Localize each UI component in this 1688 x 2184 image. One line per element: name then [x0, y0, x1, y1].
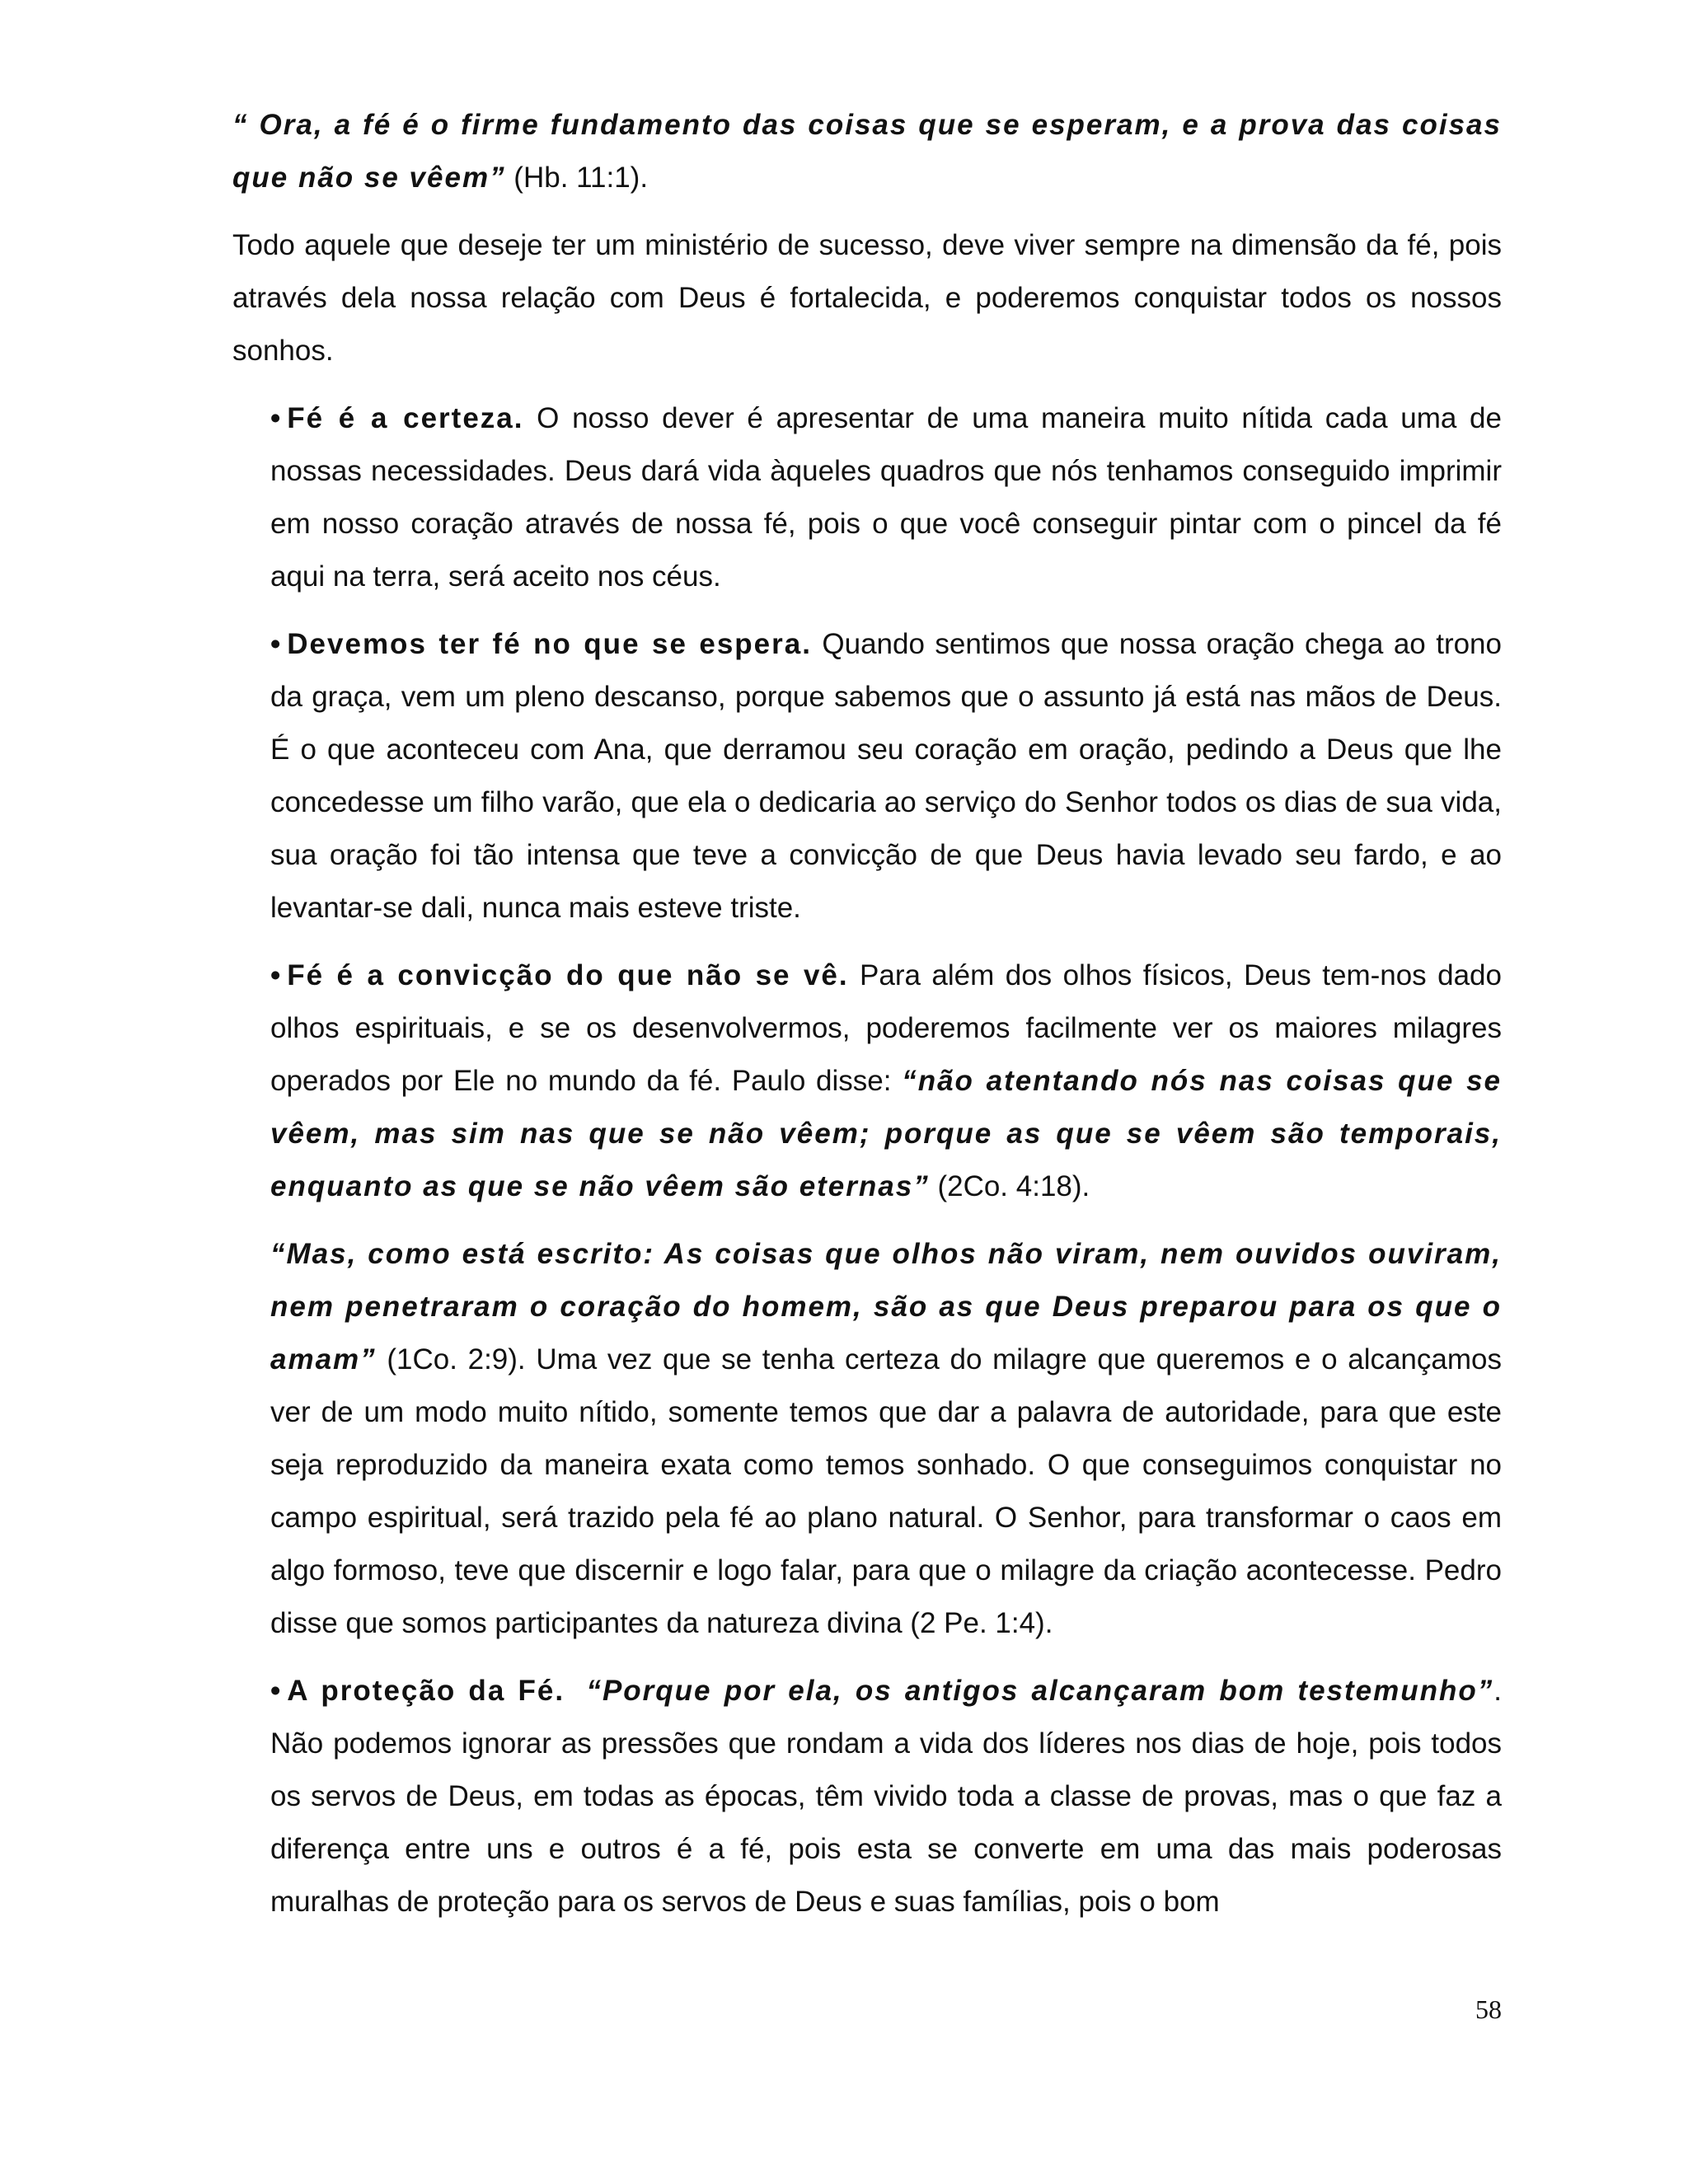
opening-quote-reference: (Hb. 11:1).: [505, 162, 649, 194]
bullet-body: Para além dos olhos físicos, Deus tem-nos dado olhos espirituais, e se os desenvolvermos, poderemos facilmente ver os maiores milagres operados por Ele no mundo da fé. Paulo disse:: [270, 959, 1502, 1097]
opening-quote: “ Ora, a fé é o firme fundamento das coisas que se esperam, e a prova das coisas que não se vêem”: [232, 109, 1502, 194]
bullet-icon: •: [270, 628, 281, 660]
bullet-title-period: .: [838, 959, 849, 991]
continuation-paragraph: [270, 1228, 1502, 1650]
bullet-title: Fé é a certeza: [287, 402, 514, 434]
bullet-title: A proteção da Fé: [287, 1675, 556, 1707]
bullet-item-certeza: [270, 392, 1502, 603]
bullet-body: Quando sentimos que nossa oração chega ao trono da graça, vem um pleno descanso, porque sabemos que o assunto já está nas mãos de Deus. É o que aconteceu com Ana, que derramou seu coração em oração, pedindo a Deus que lhe concedesse um filho varão, que ela o dedicaria ao serviço do Senhor todos os dias de sua vida, sua oração foi tão intensa que teve a convicção de que Deus havia levado seu fardo, e ao levantar-se dali, nunca mais esteve triste.: [270, 628, 1502, 924]
page-number: 58: [1475, 1994, 1502, 2024]
bullet-icon: •: [270, 402, 281, 434]
bullet-item-protecao: [270, 1665, 1502, 1929]
bullet-title: Devemos ter fé no que se espera: [287, 628, 803, 660]
intro-paragraph: Todo aquele que deseje ter um ministério de sucesso, deve viver sempre na dimensão da fé, pois através dela nossa relação com Deus é fortalecida, e poderemos conquistar todos os nossos sonhos.: [232, 229, 1502, 367]
bullet-item-conviccao: [270, 949, 1502, 1213]
bullet-icon: •: [270, 1675, 281, 1707]
scripture-reference: (1Co. 2:9).: [376, 1343, 526, 1376]
bullet-item-espera: [270, 618, 1502, 935]
opening-quote-paragraph: [232, 99, 1502, 204]
bullet-title-period: .: [802, 628, 812, 660]
continuation-body: Uma vez que se tenha certeza do milagre que queremos e o alcançamos ver de um modo muito nítido, somente temos que dar a palavra de autoridade, para que este seja reproduzido da maneira exata como temos sonhado. O que conseguimos conquistar no campo espiritual, será trazido pela fé ao plano natural. O Senhor, para transformar o caos em algo formoso, teve que discernir e logo falar, para que o milagre da criação acontecesse. Pedro disse que somos participantes da natureza divina (2 Pe. 1:4).: [270, 1343, 1502, 1639]
bullet-body: O nosso dever é apresentar de uma maneira muito nítida cada uma de nossas necessidades. Deus dará vida àqueles quadros que nós tenhamos conseguido imprimir em nosso coração através de nossa fé, pois o que você conseguir pintar com o pincel da fé aqui na terra, será aceito nos céus.: [270, 402, 1502, 593]
document-page: [232, 99, 1502, 1943]
scripture-quote: “Porque por ela, os antigos alcançaram bom testemunho”: [586, 1675, 1494, 1707]
scripture-quote: “Mas, como está escrito: As coisas que olhos não viram, nem ouvidos ouviram, nem penetraram o coração do homem, são as que Deus preparou para os que o amam”: [270, 1238, 1502, 1376]
scripture-reference: (2Co. 4:18).: [929, 1170, 1090, 1202]
bullet-title: Fé é a convicção do que não se vê: [287, 959, 839, 991]
scripture-quote: “não atentando nós nas coisas que se vêem, mas sim nas que se não vêem; porque as que se vêem são temporais, enquanto as que se não vêem são eternas”: [270, 1065, 1503, 1202]
quote-period: .: [1493, 1675, 1503, 1707]
bullet-title-period: .: [513, 402, 524, 434]
bullet-title-period: .: [555, 1675, 565, 1707]
bullet-icon: •: [270, 959, 281, 991]
bullet-body: Não podemos ignorar as pressões que rondam a vida dos líderes nos dias de hoje, pois todos os servos de Deus, em todas as épocas, têm vivido toda a classe de provas, mas o que faz a diferença entre uns e outros é a fé, pois esta se converte em uma das mais poderosas muralhas de proteção para os servos de Deus e suas famílias, pois o bom: [270, 1727, 1502, 1918]
